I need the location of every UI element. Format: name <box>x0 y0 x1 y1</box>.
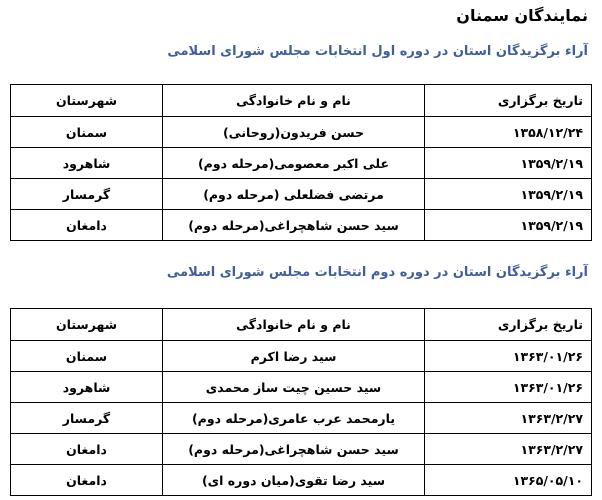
header-city: شهرستان <box>11 309 163 341</box>
cell-date: ۱۳۵۹/۲/۱۹ <box>425 210 592 241</box>
table-row <box>11 465 592 496</box>
table-row <box>11 341 592 372</box>
table-row <box>11 179 592 210</box>
cell-date: ۱۳۶۵/۰۵/۱۰ <box>425 465 592 496</box>
page-title: نمایندگان سمنان <box>456 6 588 25</box>
table-row <box>11 210 592 241</box>
cell-city: شاهرود <box>11 372 163 403</box>
cell-date: ۱۳۶۳/۰۱/۲۶ <box>425 341 592 372</box>
cell-city: دامغان <box>11 210 163 241</box>
cell-date: ۱۳۶۳/۲/۲۷ <box>425 434 592 465</box>
cell-date: ۱۳۵۸/۱۲/۲۴ <box>425 117 592 148</box>
cell-city: گرمسار <box>11 179 163 210</box>
cell-date: ۱۳۵۹/۲/۱۹ <box>425 179 592 210</box>
cell-name: علی اکبر معصومی(مرحله دوم) <box>163 148 425 179</box>
cell-date: ۱۳۶۳/۰۱/۲۶ <box>425 372 592 403</box>
cell-name: سید رضا اکرم <box>163 341 425 372</box>
cell-date: ۱۳۵۹/۲/۱۹ <box>425 148 592 179</box>
cell-city: سمنان <box>11 117 163 148</box>
header-name: نام و نام خانوادگی <box>163 309 425 341</box>
cell-city: گرمسار <box>11 403 163 434</box>
cell-name: سید رضا تقوی(میان دوره ای) <box>163 465 425 496</box>
header-date: تاریخ برگزاری <box>425 309 592 341</box>
cell-name: یارمحمد عرب عامری(مرحله دوم) <box>163 403 425 434</box>
section-title-second-term: آراء برگزیدگان استان در دوره دوم انتخابات مجلس شورای اسلامی <box>166 265 588 280</box>
results-table-first-term <box>10 84 592 241</box>
table-row <box>11 403 592 434</box>
header-city: شهرستان <box>11 85 163 117</box>
cell-city: شاهرود <box>11 148 163 179</box>
cell-city: دامغان <box>11 465 163 496</box>
cell-name: سید حسین چیت ساز محمدی <box>163 372 425 403</box>
cell-city: سمنان <box>11 341 163 372</box>
results-table-second-term <box>10 308 592 496</box>
cell-date: ۱۳۶۳/۲/۲۷ <box>425 403 592 434</box>
cell-name: سید حسن شاهچراغی(مرحله دوم) <box>163 434 425 465</box>
table-header-row <box>11 85 592 117</box>
cell-city: دامغان <box>11 434 163 465</box>
table-row <box>11 148 592 179</box>
table-row <box>11 434 592 465</box>
cell-name: مرتضی فضلعلی (مرحله دوم) <box>163 179 425 210</box>
table-header-row <box>11 309 592 341</box>
header-name: نام و نام خانوادگی <box>163 85 425 117</box>
cell-name: سید حسن شاهچراغی(مرحله دوم) <box>163 210 425 241</box>
section-title-first-term: آراء برگزیدگان استان در دوره اول انتخابات مجلس شورای اسلامی <box>167 44 588 59</box>
cell-name: حسن فریدون(روحانی) <box>163 117 425 148</box>
header-date: تاریخ برگزاری <box>425 85 592 117</box>
table-row <box>11 372 592 403</box>
table-row <box>11 117 592 148</box>
